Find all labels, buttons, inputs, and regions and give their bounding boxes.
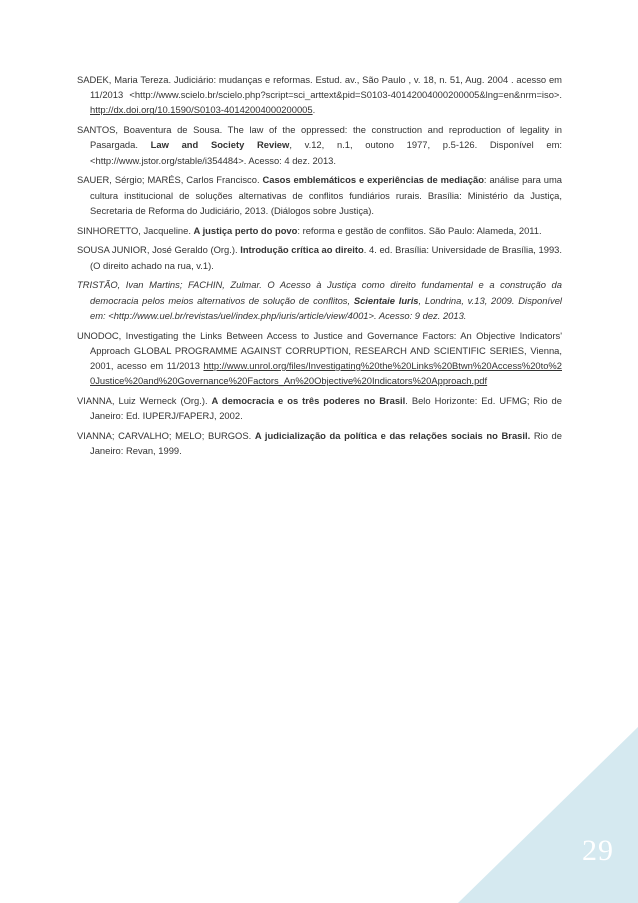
reference-title: Law and Society Review	[150, 139, 290, 151]
reference-text: : análise para uma cultura institucional de soluções alternativas de conflitos fundiários rurais. Brasília: Ministério da Justiça, Secretaria de Reforma do Judiciário, 2013. (Diálogos sobre Justiça).	[90, 174, 562, 216]
reference-santos	[77, 122, 562, 168]
reference-text: VIANNA, Luiz Werneck (Org.).	[77, 395, 212, 407]
reference-title: Introdução crítica ao direito	[240, 244, 364, 256]
reference-vianna-carvalho	[77, 428, 562, 458]
reference-text: .	[312, 104, 316, 116]
reference-title: Scientaie Iuris	[353, 294, 419, 306]
reference-text: SINHORETTO, Jacqueline.	[77, 224, 194, 236]
reference-text: Rio de Janeiro: Revan, 1999.	[90, 430, 562, 457]
reference-text: SANTOS, Boaventura de Sousa. The law of the oppressed: the construction and reproduction of legality in Pasargada.	[77, 124, 562, 151]
reference-sadek	[77, 72, 562, 118]
reference-title: Casos emblemáticos e experiências de mediação	[262, 174, 484, 186]
reference-text: : reforma e gestão de conflitos. São Paulo: Alameda, 2011.	[297, 224, 542, 236]
reference-text: . Belo Horizonte: Ed. UFMG; Rio de Janeiro: Ed. IUPERJ/FAPERJ, 2002.	[90, 395, 562, 422]
reference-text: SADEK, Maria Tereza. Judiciário: mudanças e reformas. Estud. av., São Paulo , v. 18, n. 51, Aug. 2004 . acesso em 11/2013 <http://www.scielo.br/scielo.php?script=sci_arttext&pid=S0103-40142004000200005&lng=en&nrm=iso>.	[77, 74, 562, 101]
doi-link[interactable]: http://dx.doi.org/10.1590/S0103-40142004000200005	[90, 104, 313, 116]
reference-text: SOUSA JUNIOR, José Geraldo (Org.).	[77, 244, 241, 256]
reference-title: A judicialização da política e das relações sociais no Brasil.	[254, 430, 531, 442]
reference-text: SAUER, Sérgio; MARÉS, Carlos Francisco.	[77, 174, 263, 186]
reference-text: TRISTÃO, Ivan Martins; FACHIN, Zulmar. O Acesso à Justiça como direito fundamental e a construção da democracia pelos meios alternativos de solução de conflitos,	[77, 279, 562, 306]
reference-text: , v.12, n.1, outono 1977, p.5-126. Disponível em: <http://www.jstor.org/stable/i354484>. Acesso: 4 dez. 2013.	[90, 139, 562, 166]
reference-sousa-junior	[77, 242, 562, 272]
reference-unodoc	[77, 328, 562, 389]
reference-vianna-werneck	[77, 393, 562, 423]
reference-sauer	[77, 172, 562, 218]
page-number: 29	[582, 834, 614, 867]
reference-text: , Londrina, v.13, 2009. Disponível em: <http://www.uel.br/revistas/uel/index.php/iuris/article/view/4001>. Acesso: 9 dez. 2013.	[90, 294, 563, 321]
reference-text: . 4. ed. Brasília: Universidade de Brasília, 1993. (O direito achado na rua, v.1).	[90, 244, 562, 271]
reference-sinhoretto	[77, 223, 562, 238]
corner-triangle-decoration	[458, 727, 638, 903]
reference-text: UNODOC, Investigating the Links Between Access to Justice and Governance Factors: An Objective Indicators' Approach GLOBAL PROGRAMME AGAINST CORRUPTION, RESEARCH AND SCIENTIFIC SERIES, Vienna, 2001, acesso em 11/2013	[77, 329, 562, 372]
reference-title: A democracia e os três poderes no Brasil	[211, 395, 406, 407]
reference-tristao	[77, 277, 562, 323]
reference-list	[77, 72, 562, 463]
reference-title: A justiça perto do povo	[193, 224, 298, 236]
reference-text: VIANNA; CARVALHO; MELO; BURGOS.	[77, 430, 255, 442]
unrol-link[interactable]: http://www.unrol.org/files/Investigating%20the%20Links%20Btwn%20Access%20to%20Justice%20and%20Governance%20Factors_An%20Objective%20Indicators%20Approach.pdf	[90, 360, 562, 387]
